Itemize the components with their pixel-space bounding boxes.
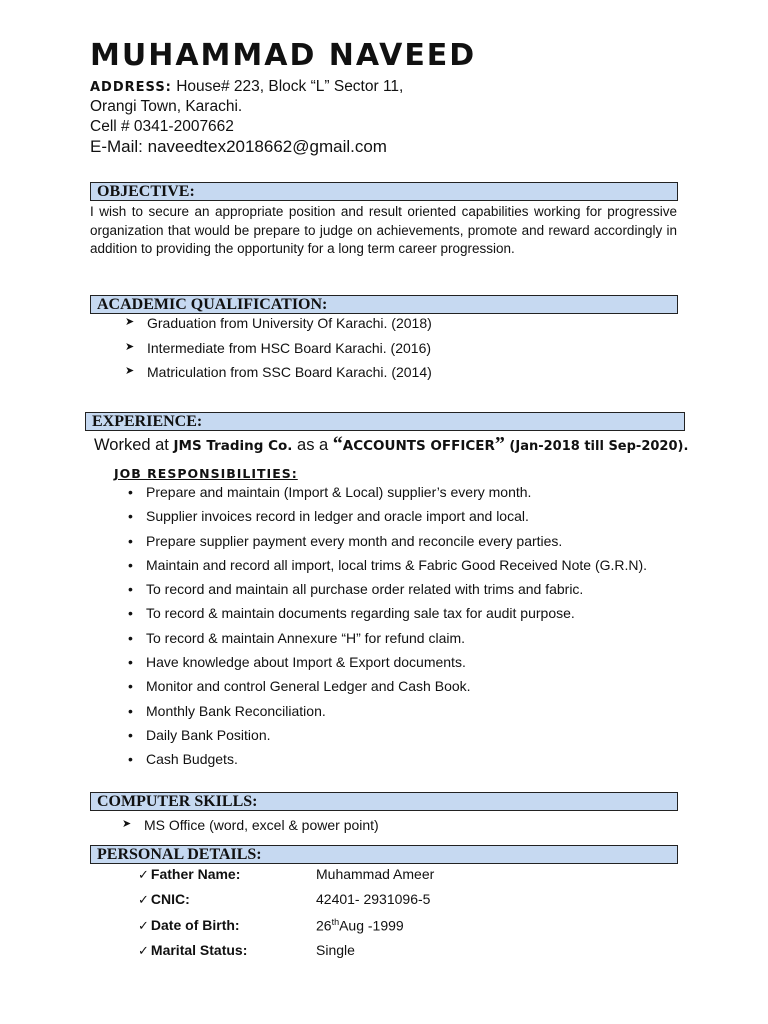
address-label: ADDRESS: xyxy=(90,80,172,95)
employment-period: (Jan-2018 till Sep-2020). xyxy=(504,439,689,454)
cnic-label-text: CNIC: xyxy=(150,891,190,908)
list-item: • Monthly Bank Reconciliation. xyxy=(128,701,647,725)
address-line-1 xyxy=(90,77,403,98)
worked-prefix: Worked at xyxy=(94,436,174,454)
check-icon: ✓ xyxy=(138,918,149,934)
open-quote: “ xyxy=(332,433,343,455)
list-item: ➤ Matriculation from SSC Board Karachi. (2014) xyxy=(125,364,432,389)
position-title: ACCOUNTS OFFICER xyxy=(342,438,495,454)
father-name-value: Muhammad Ameer xyxy=(316,866,435,882)
computer-skills-list xyxy=(122,817,379,842)
responsibilities-list xyxy=(128,482,647,774)
list-item: ➤ Graduation from University Of Karachi. (2018) xyxy=(125,315,432,340)
father-name-label-text: Father Name: xyxy=(150,866,241,882)
list-item: • To record & maintain documents regarding sale tax for audit purpose. xyxy=(128,603,647,627)
list-item: • Prepare and maintain (Import & Local) supplier’s every month. xyxy=(128,482,647,506)
marital-status-label-text: Marital Status: xyxy=(150,941,248,958)
objective-heading: OBJECTIVE: xyxy=(90,182,678,201)
cnic-value: 42401- 2931096-5 xyxy=(316,891,431,908)
dob-day: 26 xyxy=(316,917,332,934)
check-icon: ✓ xyxy=(138,868,149,883)
list-item: • Maintain and record all import, local trims & Fabric Good Received Note (G.R.N). xyxy=(128,555,647,579)
list-item: ➤ MS Office (word, excel & power point) xyxy=(122,817,379,842)
job-responsibilities-heading: JOB RESPONSIBILITIES: xyxy=(114,466,298,481)
cell-number: Cell # 0341-2007662 xyxy=(90,118,234,135)
marital-status-value: Single xyxy=(316,941,355,958)
list-item: • To record & maintain Annexure “H” for refund claim. xyxy=(128,628,647,652)
personal-details-heading: PERSONAL DETAILS: xyxy=(90,845,678,864)
cnic-label xyxy=(138,891,190,908)
dob-label-text: Date of Birth: xyxy=(150,916,240,933)
email-address: E-Mail: naveedtex2018662@gmail.com xyxy=(90,137,387,156)
computer-skills-heading: COMPUTER SKILLS: xyxy=(90,792,678,811)
list-item: • To record and maintain all purchase order related with trims and fabric. xyxy=(128,579,647,603)
address-line-2: Orangi Town, Karachi. xyxy=(90,98,243,115)
academic-heading: ACADEMIC QUALIFICATION: xyxy=(90,295,678,314)
company-name: JMS Trading Co. xyxy=(173,438,293,454)
close-quote: ” xyxy=(494,433,505,455)
list-item: • Daily Bank Position. xyxy=(128,725,647,749)
academic-list xyxy=(125,315,432,389)
dob-value xyxy=(316,917,404,934)
check-icon: ✓ xyxy=(138,893,149,909)
experience-heading: EXPERIENCE: xyxy=(85,412,685,431)
father-name-label xyxy=(138,866,240,883)
check-icon: ✓ xyxy=(138,943,149,959)
dob-suffix: th xyxy=(331,916,340,927)
experience-summary xyxy=(94,433,688,456)
dob-month-year: Aug -1999 xyxy=(339,917,404,934)
list-item: • Have knowledge about Import & Export documents. xyxy=(128,652,647,676)
address-text: House# 223, Block “L” Sector 11, xyxy=(176,78,404,95)
list-item: • Cash Budgets. xyxy=(128,749,647,773)
candidate-name: MUHAMMAD NAVEED xyxy=(90,38,477,73)
list-item: ➤ Intermediate from HSC Board Karachi. (2016) xyxy=(125,340,432,365)
dob-label xyxy=(138,917,240,934)
as-a-text: as a xyxy=(292,436,333,454)
marital-status-label xyxy=(138,942,247,959)
objective-text: I wish to secure an appropriate position and result oriented capabilities working for progressive organization that would be prepare to judge on achievements, promote and reward accordingly in addition to providing the opportunity for a long term career progression. xyxy=(90,204,677,256)
list-item: • Monitor and control General Ledger and Cash Book. xyxy=(128,676,647,700)
list-item: • Supplier invoices record in ledger and oracle import and local. xyxy=(128,506,647,530)
list-item: • Prepare supplier payment every month and reconcile every parties. xyxy=(128,531,647,555)
